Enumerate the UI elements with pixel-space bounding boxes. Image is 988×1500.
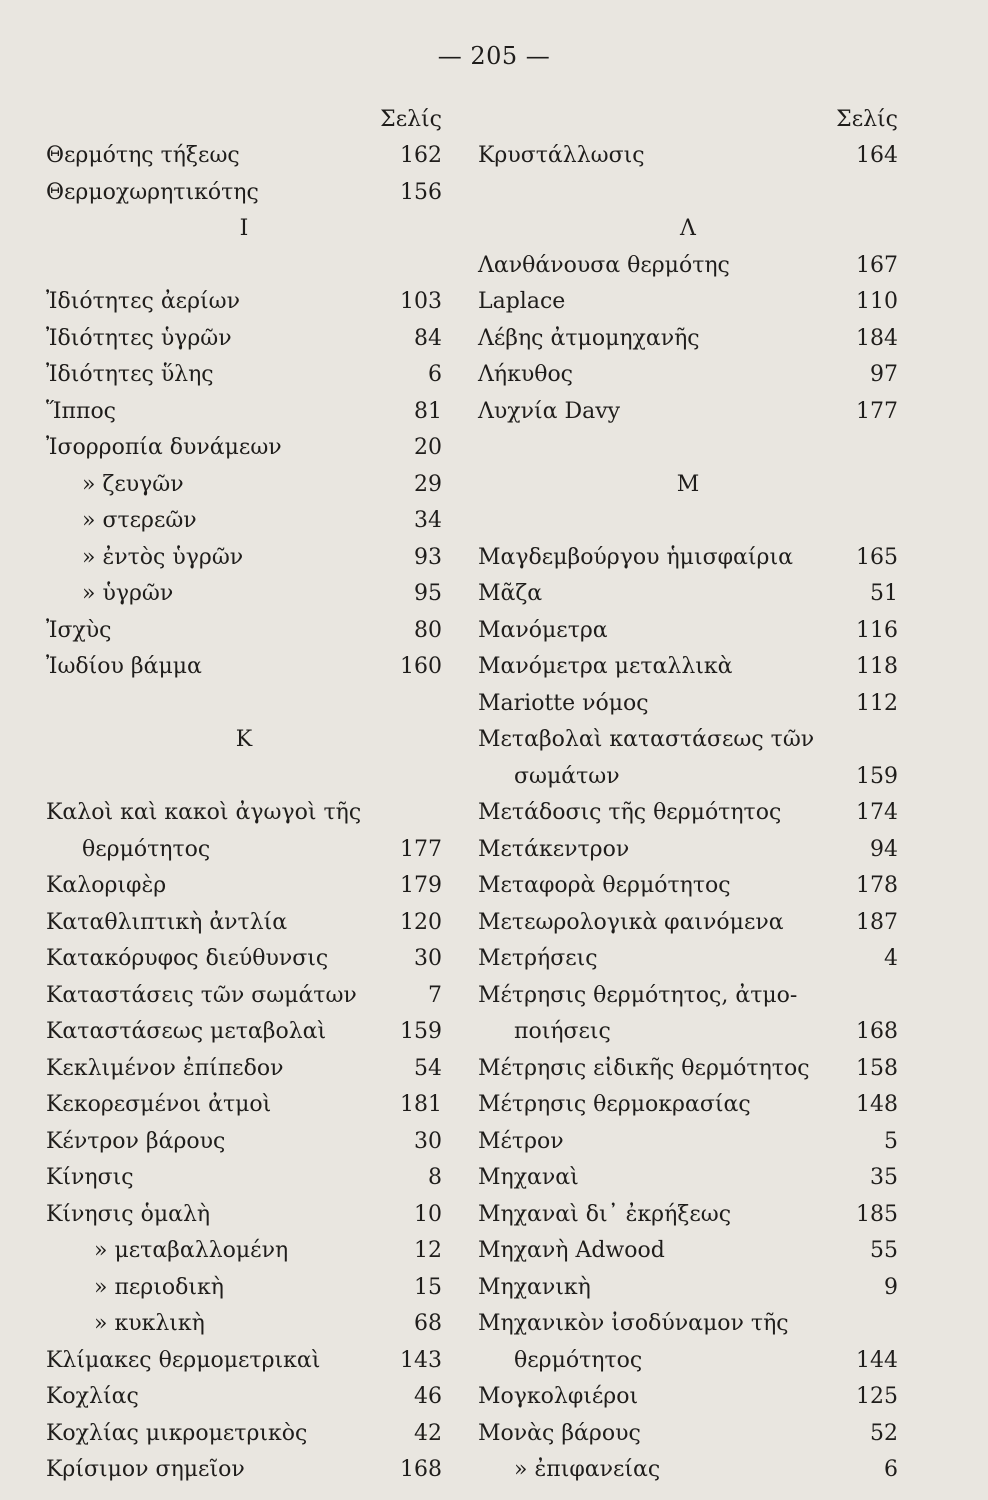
index-entry [478,576,898,613]
entry-term: Ἰδιότητες ἀερίων [46,289,240,314]
index-entry [46,394,442,431]
entry-term: Κίνησις ὁμαλὴ [46,1201,211,1227]
index-entry [478,321,898,358]
entry-term: Κοχλίας μικρομετρικὸς [46,1420,308,1446]
index-entry [478,978,898,1015]
entry-page-number: 187 [856,909,898,935]
index-entry [46,138,442,175]
page-number: — 205 — [437,42,551,70]
entry-page-number: 185 [856,1201,898,1227]
index-entry [478,1306,898,1343]
section-letter-label: Λ [680,216,696,241]
entry-page-number: 97 [870,362,898,387]
section-letter [478,211,898,248]
index-entry [478,394,898,431]
section-letter-label: Μ [676,471,700,497]
entry-term: » ἐντὸς ὑγρῶν [82,544,244,570]
index-column-left [46,102,442,1489]
entry-page-number: 80 [414,617,442,643]
entry-page-number: 34 [414,508,442,533]
index-entry [46,1197,442,1234]
index-entry [46,941,442,978]
index-entry [46,467,442,504]
entry-term: » ὑγρῶν [82,581,174,606]
entry-page-number: 116 [856,617,898,643]
index-entry [478,613,898,650]
column-header-page: Σελίς [836,107,898,132]
index-entry [478,795,898,832]
index-entry [478,941,898,978]
entry-term: Καλοριφὲρ [46,873,167,898]
entry-term: Καλοὶ καὶ κακοὶ ἀγωγοὶ τῆς [46,800,362,825]
spacer [478,430,898,467]
index-entry [46,1124,442,1161]
entry-term: » κυκλικὴ [94,1311,205,1336]
entry-page-number: 120 [400,909,442,935]
entry-term: Μηχανικὸν ἰσοδύναμον τῆς [478,1311,789,1336]
index-entry [46,1270,442,1307]
entry-page-number: 29 [414,471,442,497]
entry-page-number: 5 [884,1128,898,1154]
section-letter-label: Ι [239,216,249,241]
entry-page-number: 156 [400,179,442,205]
entry-term: Ἰδιότητες ὕλης [46,362,214,387]
entry-page-number: 160 [400,654,442,679]
index-entry [46,1306,442,1343]
entry-page-number: 9 [884,1274,898,1300]
entry-page-number: 165 [856,544,898,570]
entry-page-number: 167 [856,252,898,278]
entry-page-number: 6 [428,362,442,387]
entry-term: σωμάτων [514,763,620,789]
index-entry [478,1014,898,1051]
index-entry [46,175,442,212]
entry-page-number: 4 [884,946,898,971]
index-entry [46,868,442,905]
entry-term: Mariotte νόμος [478,690,649,716]
entry-term: Καταθλιπτικὴ ἀντλία [46,909,288,935]
index-entry [46,1452,442,1489]
entry-term: Λέβης ἀτμομηχανῆς [478,325,700,351]
index-entry [46,503,442,540]
entry-page-number: 8 [428,1165,442,1190]
entry-term: Μεταφορὰ θερμότητος [478,873,731,898]
entry-term: Laplace [478,289,566,314]
entry-term: Θερμοχωρητικότης [46,179,259,205]
index-entry [46,1379,442,1416]
spacer [46,686,442,723]
index-entry [478,357,898,394]
entry-page-number: 46 [414,1384,442,1409]
entry-page-number: 159 [856,763,898,789]
entry-term: Κέντρον βάρους [46,1128,226,1154]
entry-page-number: 7 [428,982,442,1008]
entry-term: ποιήσεις [514,1019,611,1044]
index-entry [46,357,442,394]
entry-term: Μηχαναὶ δι᾽ ἐκρήξεως [478,1201,732,1227]
entry-term: » περιοδικὴ [94,1274,224,1300]
entry-term: Κρίσιμον σημεῖον [46,1457,245,1482]
entry-page-number: 159 [400,1019,442,1044]
entry-page-number: 51 [870,581,898,606]
entry-term: Κρυστάλλωσις [478,143,645,168]
entry-term: Καταστάσεις τῶν σωμάτων [46,982,357,1008]
entry-term: » ἐπιφανείας [514,1457,661,1482]
index-entry [46,832,442,869]
entry-page-number: 12 [414,1238,442,1263]
index-entry [46,576,442,613]
index-entry [478,759,898,796]
index-entry [478,722,898,759]
index-entry [46,430,442,467]
entry-term: Μετεωρολογικὰ φαινόμενα [478,909,784,935]
entry-term: Μετρήσεις [478,946,598,971]
entry-term: Κεκορεσμένοι ἀτμοὶ [46,1092,272,1117]
entry-term: Μηχανικὴ [478,1274,591,1300]
index-entry [46,1343,442,1380]
spacer [478,503,898,540]
entry-page-number: 81 [414,398,442,424]
entry-term: Λήκυθος [478,362,574,387]
entry-page-number: 148 [856,1092,898,1117]
index-entry [46,649,442,686]
entry-page-number: 177 [400,836,442,862]
index-entry [478,1343,898,1380]
index-entry [478,868,898,905]
entry-page-number: 30 [414,946,442,971]
entry-term: Μετάκεντρον [478,836,630,862]
entry-page-number: 177 [856,398,898,424]
entry-page-number: 158 [856,1055,898,1081]
index-entry [46,1416,442,1453]
entry-page-number: 112 [856,690,898,716]
entry-term: θερμότητος [82,836,211,862]
entry-term: Θερμότης τήξεως [46,143,240,168]
entry-term: Κίνησις [46,1165,134,1190]
index-entry [46,321,442,358]
column-header-page: Σελίς [380,107,442,132]
entry-term: Μέτρησις θερμοκρασίας [478,1092,751,1117]
entry-page-number: 168 [856,1019,898,1044]
index-entry [478,905,898,942]
index-entry [478,686,898,723]
entry-term: Λανθάνουσα θερμότης [478,252,730,278]
entry-term: Κοχλίας [46,1384,139,1409]
index-entry [46,1087,442,1124]
entry-term: Μέτρησις θερμότητος, ἀτμο- [478,982,798,1008]
entry-page-number: 125 [856,1384,898,1409]
entry-term: » στερεῶν [82,508,197,533]
entry-term: Μετάδοσις τῆς θερμότητος [478,800,782,825]
section-letter [46,722,442,759]
index-entry [478,1160,898,1197]
entry-page-number: 6 [884,1457,898,1482]
index-entry [478,649,898,686]
entry-page-number: 10 [414,1201,442,1227]
spacer [478,175,898,212]
entry-page-number: 118 [856,654,898,679]
index-entry [478,1270,898,1307]
entry-term: Μηχανὴ Adwood [478,1238,665,1263]
entry-page-number: 30 [414,1128,442,1154]
index-entry [46,613,442,650]
section-letter [478,467,898,504]
index-entry [46,1160,442,1197]
entry-term: » ζευγῶν [82,471,184,497]
entry-term: Ἰσχὺς [46,617,112,643]
entry-term: Κεκλιμένον ἐπίπεδον [46,1055,284,1081]
entry-term: Κλίμακες θερμομετρικαὶ [46,1347,321,1373]
entry-page-number: 54 [414,1055,442,1081]
entry-term: Μονὰς βάρους [478,1420,641,1446]
entry-page-number: 144 [856,1347,898,1373]
entry-term: θερμότητος [514,1347,643,1373]
index-entry [478,1233,898,1270]
entry-page-number: 68 [414,1311,442,1336]
entry-page-number: 178 [856,873,898,898]
index-entry [478,1416,898,1453]
index-entry [478,1452,898,1489]
entry-term: Μηχαναὶ [478,1165,579,1190]
entry-term: Λυχνία Davy [478,398,621,424]
entry-term: Μαγδεμβούργου ἡμισφαίρια [478,544,793,570]
entry-page-number: 84 [414,325,442,351]
entry-page-number: 103 [400,289,442,314]
index-entry [46,1014,442,1051]
index-entry [478,1379,898,1416]
entry-page-number: 94 [870,836,898,862]
index-entry [478,138,898,175]
index-entry [46,795,442,832]
index-entry [478,1124,898,1161]
entry-term: Μᾶζα [478,581,543,606]
index-entry [478,1197,898,1234]
section-letter-label: Κ [235,727,253,752]
entry-page-number: 35 [870,1165,898,1190]
entry-term: Μανόμετρα μεταλλικὰ [478,654,733,679]
entry-page-number: 184 [856,325,898,351]
index-column-right [478,102,898,1489]
entry-term: Μέτρον [478,1128,564,1154]
index-entry [46,540,442,577]
entry-page-number: 110 [856,289,898,314]
entry-page-number: 174 [856,800,898,825]
entry-page-number: 181 [400,1092,442,1117]
entry-term: Μογκολφιέροι [478,1384,639,1409]
entry-page-number: 55 [870,1238,898,1263]
entry-term: Καταστάσεως μεταβολαὶ [46,1019,327,1044]
entry-term: Μανόμετρα [478,617,608,643]
entry-term: Ἰδιότητες ὑγρῶν [46,325,232,351]
entry-term: Μεταβολαὶ καταστάσεως τῶν [478,727,815,752]
entry-page-number: 143 [400,1347,442,1373]
entry-page-number: 52 [870,1420,898,1446]
entry-page-number: 179 [400,873,442,898]
entry-page-number: 93 [414,544,442,570]
entry-page-number: 168 [400,1457,442,1482]
index-entry [478,1087,898,1124]
entry-page-number: 42 [414,1420,442,1446]
entry-page-number: 162 [400,143,442,168]
index-entry [46,1051,442,1088]
entry-term: Ἵππος [46,398,117,424]
entry-term: Ἰωδίου βάμμα [46,654,202,679]
entry-page-number: 15 [414,1274,442,1300]
spacer [46,248,442,285]
index-entry [478,832,898,869]
section-letter [46,211,442,248]
index-entry [46,1233,442,1270]
entry-page-number: 164 [856,143,898,168]
entry-term: Ἰσορροπία δυνάμεων [46,435,282,460]
index-entry [46,284,442,321]
index-entry [46,978,442,1015]
index-entry [478,284,898,321]
entry-term: Κατακόρυφος διεύθυνσις [46,946,329,971]
entry-term: » μεταβαλλομένη [94,1238,289,1263]
index-entry [478,248,898,285]
entry-page-number: 95 [414,581,442,606]
spacer [46,759,442,796]
entry-page-number: 20 [414,435,442,460]
index-entry [46,905,442,942]
index-entry [478,1051,898,1088]
index-entry [478,540,898,577]
entry-term: Μέτρησις εἰδικῆς θερμότητος [478,1055,810,1081]
